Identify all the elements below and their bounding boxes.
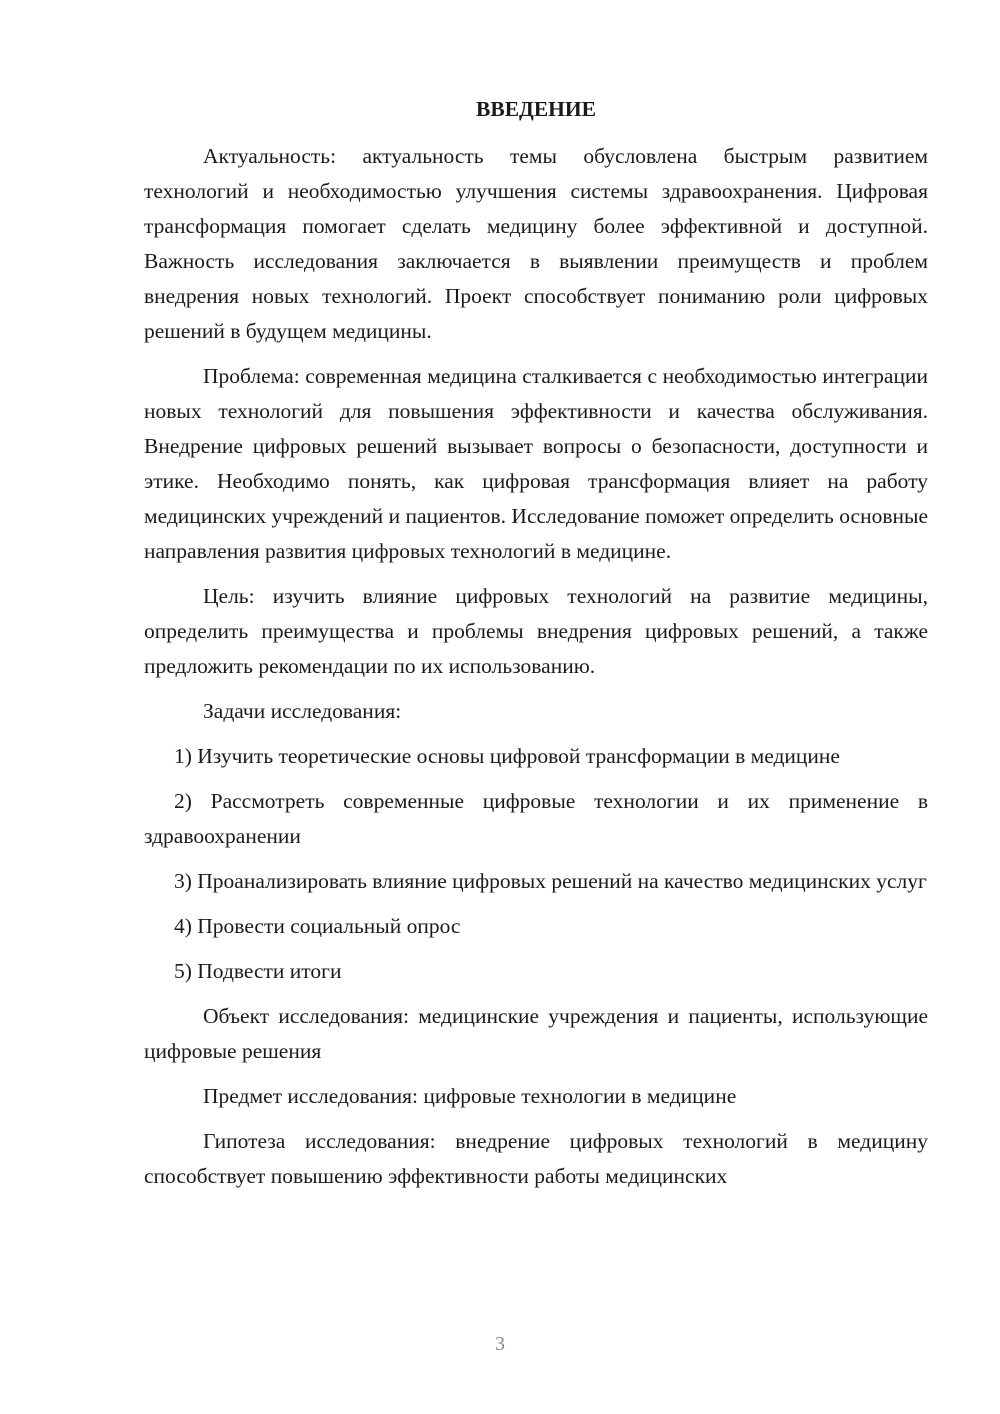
task-item-5: 5) Подвести итоги [174, 959, 342, 983]
page-number: 3 [495, 1333, 505, 1355]
page-title: ВВЕДЕНИЕ [476, 97, 596, 121]
task-item-4: 4) Провести социальный опрос [174, 914, 461, 938]
hypothesis-paragraph: Гипотеза исследования: внедрение цифровых технологий в медицину способствует повышению эффективности работы медицинских [144, 1129, 928, 1188]
relevance-paragraph: Актуальность: актуальность темы обусловлена быстрым развитием технологий и необходимостью улучшения системы здравоохранения. Цифровая трансформация помогает сделать медицину более эффективной и доступной. Важность исследования заключается в выявлении преимуществ и проблем внедрения новых технологий. Проект способствует пониманию роли цифровых решений в будущем медицины. [144, 144, 928, 343]
tasks-title: Задачи исследования: [203, 699, 402, 723]
task-item-3: 3) Проанализировать влияние цифровых решений на качество медицинских услуг [174, 869, 927, 893]
problem-paragraph: Проблема: современная медицина сталкивается с необходимостью интеграции новых технологий для повышения эффективности и качества обслуживания. Внедрение цифровых решений вызывает вопросы о безопасности, доступности и этике. Необходимо понять, как цифровая трансформация влияет на работу медицинских учреждений и пациентов. Исследование поможет определить основные направления развития цифровых технологий в медицине. [144, 364, 928, 563]
task-item-2: 2) Рассмотреть современные цифровые технологии и их применение в здравоохранении [144, 789, 928, 848]
task-item-1: 1) Изучить теоретические основы цифровой трансформации в медицине [174, 744, 840, 768]
page-content [144, 92, 928, 1204]
subject-paragraph: Предмет исследования: цифровые технологии в медицине [203, 1084, 737, 1108]
object-paragraph: Объект исследования: медицинские учреждения и пациенты, использующие цифровые решения [144, 1004, 928, 1063]
goal-paragraph: Цель: изучить влияние цифровых технологий на развитие медицины, определить преимущества и проблемы внедрения цифровых решений, а также предложить рекомендации по их использованию. [144, 584, 928, 678]
